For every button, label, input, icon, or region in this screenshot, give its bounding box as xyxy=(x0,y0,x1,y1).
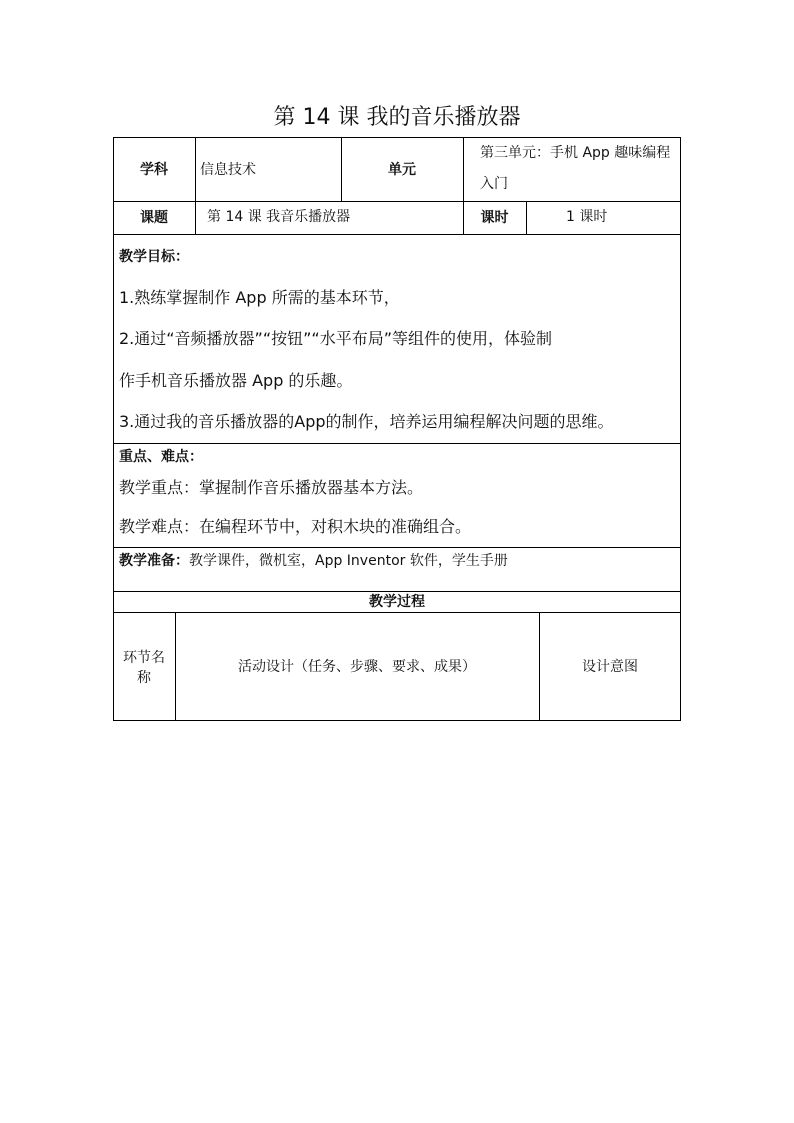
row-divider xyxy=(113,547,681,548)
unit-label: 单元 xyxy=(388,162,416,178)
topic-label: 课题 xyxy=(140,210,168,226)
col-divider xyxy=(195,137,196,201)
process-col-intent: 设计意图 xyxy=(582,659,638,675)
objective-item: 2.通过“音频播放器”“按钮”“水平布局”等组件的使用，体验制 xyxy=(119,329,553,348)
col-divider xyxy=(526,201,527,234)
stage-label-line1: 环节名 xyxy=(123,650,165,666)
unit-value-line2: 入门 xyxy=(480,176,508,192)
row-divider xyxy=(113,443,681,444)
stage-label-line2: 称 xyxy=(137,670,151,686)
process-col-stage xyxy=(113,648,175,688)
hours-value: 1 课时 xyxy=(566,209,608,225)
objective-item: 3.通过我的音乐播放器的App的制作，培养运用编程解决问题的思维。 xyxy=(119,412,614,431)
teaching-difficulty: 教学难点：在编程环节中，对积木块的准确组合。 xyxy=(119,517,472,536)
process-heading: 教学过程 xyxy=(369,594,425,610)
preparation-label: 教学准备： xyxy=(119,553,189,569)
objective-item: 作手机音乐播放器 App 的乐趣。 xyxy=(119,371,353,390)
subject-value: 信息技术 xyxy=(200,162,256,178)
topic-value: 第 14 课 我音乐播放器 xyxy=(207,209,351,225)
unit-value-line1: 第三单元：手机 App 趣味编程 xyxy=(480,145,671,161)
key-points-heading: 重点、难点： xyxy=(119,449,203,465)
row-divider xyxy=(113,234,681,235)
objective-item: 1.熟练掌握制作 App 所需的基本环节， xyxy=(119,288,400,307)
page-title: 第 14 课 我的音乐播放器 xyxy=(273,105,521,130)
row-divider xyxy=(113,201,681,202)
col-divider xyxy=(195,201,196,234)
preparation-row xyxy=(119,551,508,571)
col-divider xyxy=(463,137,464,201)
objectives-heading: 教学目标： xyxy=(119,249,189,265)
hours-label: 课时 xyxy=(480,210,509,226)
subject-label: 学科 xyxy=(140,162,168,178)
row-divider xyxy=(113,612,681,613)
process-col-activity: 活动设计（任务、步骤、要求、成果） xyxy=(238,659,476,675)
preparation-value: 教学课件，微机室，App Inventor 软件，学生手册 xyxy=(189,553,508,569)
teaching-focus: 教学重点：掌握制作音乐播放器基本方法。 xyxy=(119,478,424,497)
